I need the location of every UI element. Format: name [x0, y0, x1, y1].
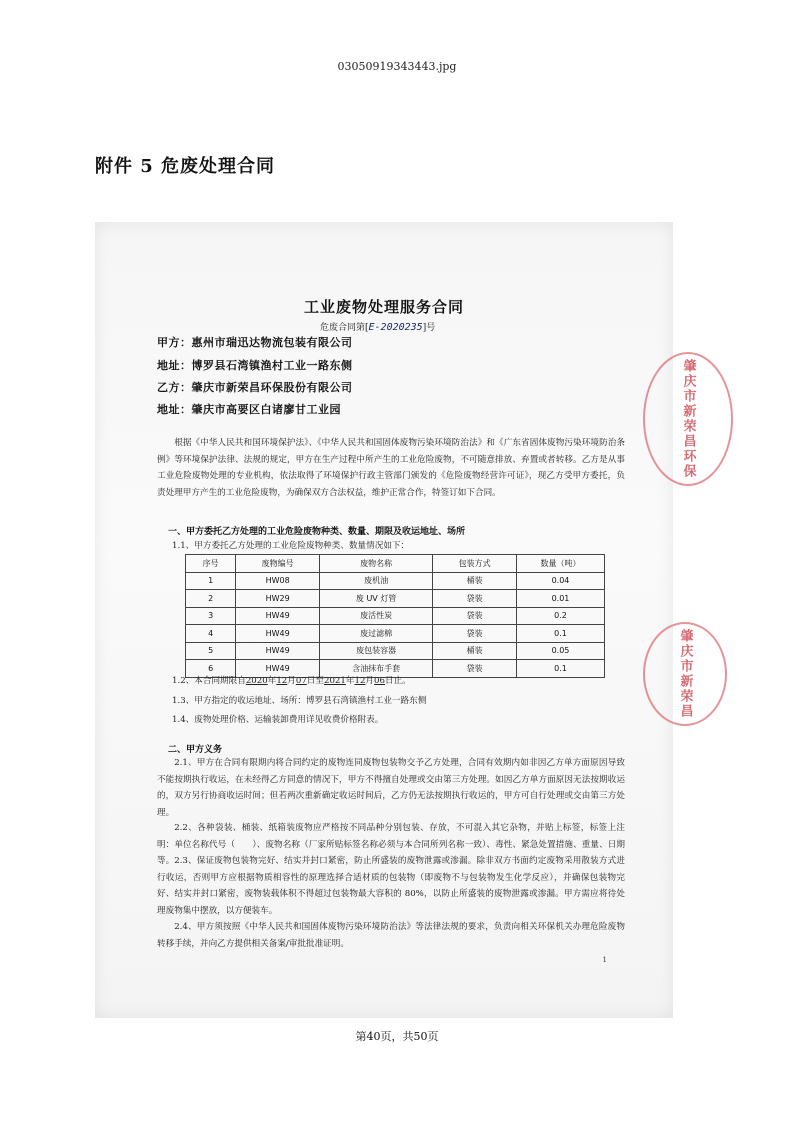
current-page: 40 [366, 1030, 381, 1043]
table-cell: 桶装 [433, 642, 517, 660]
column-header: 废物编号 [236, 555, 320, 573]
term-prefix: 1.2、本合同期限自 [172, 676, 246, 686]
start-year: 2020 [245, 676, 268, 686]
column-header: 废物名称 [320, 555, 433, 573]
start-day: 07 [295, 676, 307, 686]
table-cell: 袋装 [433, 625, 517, 643]
section-2-heading: 二、甲方义务 [168, 745, 223, 755]
table-cell: 4 [186, 625, 236, 643]
clause-1-1: 1.1、甲方委托乙方处理的工业危险废物种类、数量情况如下： [172, 541, 410, 551]
address-a: 地址：博罗县石湾镇渔村工业一路东侧 [157, 359, 353, 372]
table-cell: 废机油 [320, 572, 433, 590]
table-cell: HW08 [236, 572, 320, 590]
table-cell: 袋装 [433, 607, 517, 625]
table-cell: 0.04 [516, 572, 604, 590]
page-footer [0, 1028, 794, 1044]
table-cell: 废过滤棉 [320, 625, 433, 643]
table-cell: HW49 [236, 607, 320, 625]
table-row [186, 642, 605, 660]
section-1-heading: 一、甲方委托乙方处理的工业危险废物种类、数量、期限及收运地址、场所 [168, 527, 466, 537]
clause-1-4: 1.4、废物处理价格、运输装卸费用详见收费价格附表。 [172, 715, 384, 725]
company-seal-partial: 肇庆市新荣昌 [643, 622, 727, 726]
party-a: 甲方：惠州市瑞迅达物流包装有限公司 [157, 336, 353, 349]
attachment-heading: 附件 5 危废处理合同 [95, 156, 276, 177]
table-cell: HW29 [236, 590, 320, 608]
table-cell: HW49 [236, 625, 320, 643]
term-mid: 日至 [306, 676, 324, 686]
clause-1-2: 1.2、本合同期限自2020年12月07日至2021年12月06日止。 [172, 676, 411, 686]
table-cell: 5 [186, 642, 236, 660]
table-cell: 0.01 [516, 590, 604, 608]
column-header: 包装方式 [433, 555, 517, 573]
contract-number-suffix: ]号 [422, 323, 436, 333]
total-pages: 50 [413, 1030, 428, 1043]
table-header-row [186, 555, 605, 573]
end-year: 2021 [324, 676, 346, 686]
footer-mid: 页，共 [380, 1030, 414, 1043]
clause-2-3: 2.3、保证废物包装物完好、结实并封口紧密，防止所盛装的废物泄露或渗漏。除非双方书面约定废物采用散装方式进行收运，否则甲方应根据物质相容性的原理选择合适材质的包装物（即废物不与包装物发生化学反应），并确保包装物完好、结实并封口紧密，废物装载体积不得超过包装物最大容积的 80%，以防止所盛装的废物泄露或渗漏。甲方需应将待处理废物集中摆放，以方便装车。 [157, 856, 625, 916]
table-cell: 0.2 [516, 607, 604, 625]
column-header: 序号 [186, 555, 236, 573]
term-end: 日止。 [384, 676, 411, 686]
file-name: 03050919343443.jpg [337, 60, 457, 73]
table-cell: 6 [186, 660, 236, 678]
clause-1-3: 1.3、甲方指定的收运地址、场所：博罗县石湾镇渔村工业一路东侧 [172, 696, 427, 706]
table-row [186, 625, 605, 643]
table-cell: 2 [186, 590, 236, 608]
table-cell: 袋装 [433, 660, 517, 678]
table-cell: HW49 [236, 660, 320, 678]
column-header: 数量（吨） [516, 555, 604, 573]
end-month: 12 [354, 676, 366, 686]
scanned-contract-image [95, 222, 696, 1018]
intro-paragraph: 根据《中华人民共和国环境保护法》、《中华人民共和国固体废物污染环境防治法》和《广东省固体废物污染环境防治条例》等环境保护法律、法规的规定，甲方在生产过程中所产生的工业危险废物，不可随意排放、弃置或者转移。乙方是从事工业危险废物处理的专业机构，依法取得了环境保护行政主管部门颁发的《危险废物经营许可证》，现乙方受甲方委托，负责处理甲方产生的工业危险废物，为确保双方合法权益，维护正常合作，特签订如下合同。 [157, 438, 625, 498]
table-cell: 0.05 [516, 642, 604, 660]
contract-number [320, 320, 435, 333]
table-cell: 3 [186, 607, 236, 625]
address-b: 地址：肇庆市高要区白诸廖甘工业园 [157, 403, 341, 416]
table-cell: 废活性炭 [320, 607, 433, 625]
footer-prefix: 第 [355, 1030, 367, 1043]
table-cell: 桶装 [433, 572, 517, 590]
contract-number-prefix: 危废合同第[ [320, 323, 369, 333]
table-row [186, 607, 605, 625]
table-cell: 废包装容器 [320, 642, 433, 660]
clause-2-2: 2.2、各种袋装、桶装、纸箱装废物应严格按不同品种分别包装、存放，不可混入其它杂物，并贴上标签，标签上注明：单位名称代号（ ）、废物名称（厂家所贴标签名称必须与本合同所列名称一致）、毒性、紧急处置措施、重量、日期等。 [157, 823, 625, 866]
table-row [186, 572, 605, 590]
company-seal: 肇庆市新荣昌环保 [643, 352, 733, 486]
scan-page-number: 1 [602, 956, 607, 964]
contract-title: 工业废物处理服务合同 [303, 298, 464, 316]
table-cell: 废 UV 灯管 [320, 590, 433, 608]
start-month: 12 [276, 676, 288, 686]
table-cell: 含油抹布手套 [320, 660, 433, 678]
table-cell: HW49 [236, 642, 320, 660]
contract-number-handwritten: E-2020235 [368, 322, 423, 333]
table-row [186, 590, 605, 608]
end-day: 06 [374, 676, 385, 686]
clause-2-1: 2.1、甲方在合同有限期内将合同约定的废物连同废物包装物交予乙方处理，合同有效期内如非因乙方单方面原因导致不能按期执行收运，在未经得乙方同意的情况下，甲方不得擅自处理或交由第三方处理。如因乙方单方面原因无法按期收运的，双方另行协商收运时间；但若两次重新确定收运时间后，乙方仍无法按期执行收运的，甲方可自行处理或交由第三方处理。 [157, 758, 625, 818]
footer-suffix: 页 [427, 1030, 439, 1043]
clause-2-4: 2.4、甲方须按照《中华人民共和国固体废物污染环境防治法》等法律法规的要求，负责向相关环保机关办理危险废物转移手续，并向乙方提供相关备案/审批批准证明。 [157, 922, 625, 949]
party-b: 乙方：肇庆市新荣昌环保股份有限公司 [157, 381, 353, 394]
table-cell: 袋装 [433, 590, 517, 608]
table-cell: 0.1 [516, 660, 604, 678]
table-cell: 1 [186, 572, 236, 590]
waste-table [185, 554, 605, 678]
table-cell: 0.1 [516, 625, 604, 643]
